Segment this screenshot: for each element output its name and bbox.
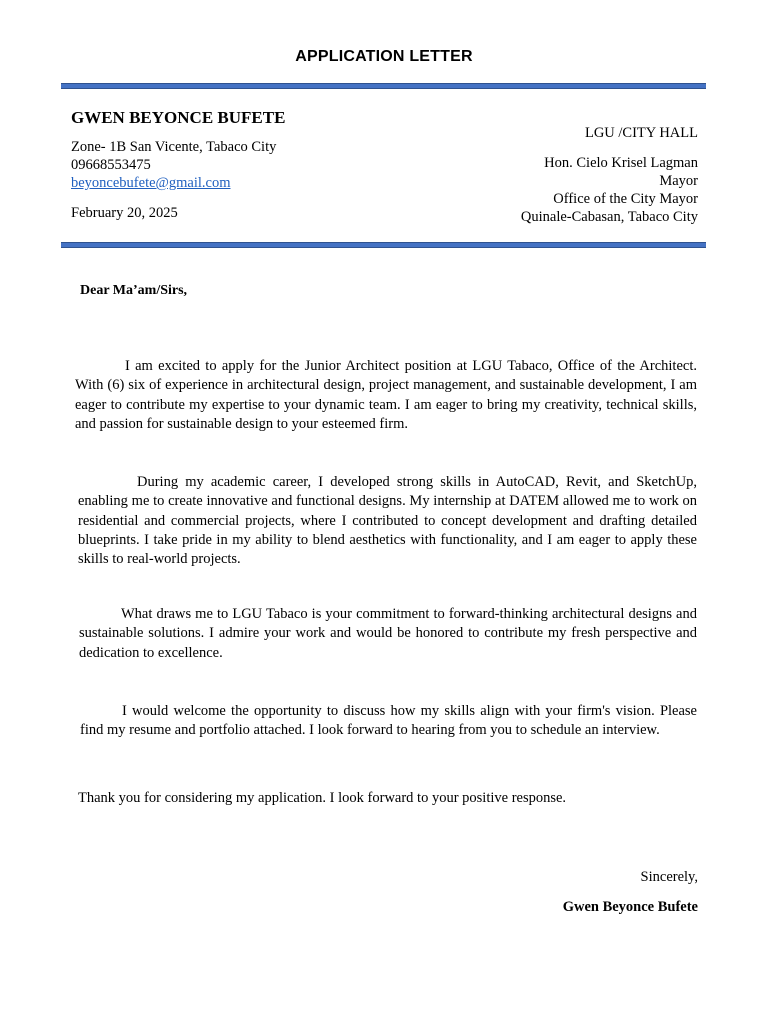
recipient-name: Hon. Cielo Krisel Lagman <box>544 155 698 171</box>
body-paragraph: During my academic career, I developed strong skills in AutoCAD, Revit, and SketchUp, enabling me to create innovative and functional designs. My internship at DATEM allowed me to work on residential and commercial projects, where I contributed to concept development and drafting detailed blueprints. I take pride in my ability to blend aesthetics with functionality, and I am eager to apply these skills to real-world projects. <box>78 474 697 568</box>
header-bottom-rule <box>61 242 706 248</box>
recipient-org: LGU /CITY HALL <box>584 125 698 141</box>
header-top-rule <box>61 83 706 89</box>
recipient-address: Quinale-Cabasan, Tabaco City <box>520 209 698 225</box>
body-paragraph: I am excited to apply for the Junior Architect position at LGU Tabaco, Office of the Architect. With (6) six of experience in architectural design, project management, and sustainable development, I am eager to contribute my expertise to your dynamic team. I am eager to bring my creativity, technical skills, and passion for sustainable design to your esteemed firm. <box>75 358 697 432</box>
letter-date: February 20, 2025 <box>71 205 178 221</box>
recipient-position: Mayor <box>659 173 698 189</box>
valediction: Sincerely, <box>640 869 698 885</box>
body-paragraph: I would welcome the opportunity to discuss how my skills align with your firm's vision. Please find my resume and portfolio attached. I look forward to hearing from you to schedule an interview. <box>80 703 697 739</box>
sender-address: Zone- 1B San Vicente, Tabaco City <box>71 139 277 155</box>
sender-name: GWEN BEYONCE BUFETE <box>71 108 286 127</box>
sender-email-link[interactable]: beyoncebufete@gmail.com <box>71 175 231 191</box>
closing-paragraph: Thank you for considering my application. I look forward to your positive response. <box>78 790 567 806</box>
recipient-office: Office of the City Mayor <box>553 191 698 207</box>
sender-phone: 09668553475 <box>71 157 151 173</box>
signature-name: Gwen Beyonce Bufete <box>562 899 698 915</box>
document-title: APPLICATION LETTER <box>295 48 473 65</box>
body-paragraph: What draws me to LGU Tabaco is your commitment to forward-thinking architectural designs and sustainable solutions. I admire your work and would be honored to contribute my fresh perspective and dedication to excellence. <box>79 606 697 661</box>
salutation: Dear Ma’am/Sirs, <box>80 283 188 298</box>
